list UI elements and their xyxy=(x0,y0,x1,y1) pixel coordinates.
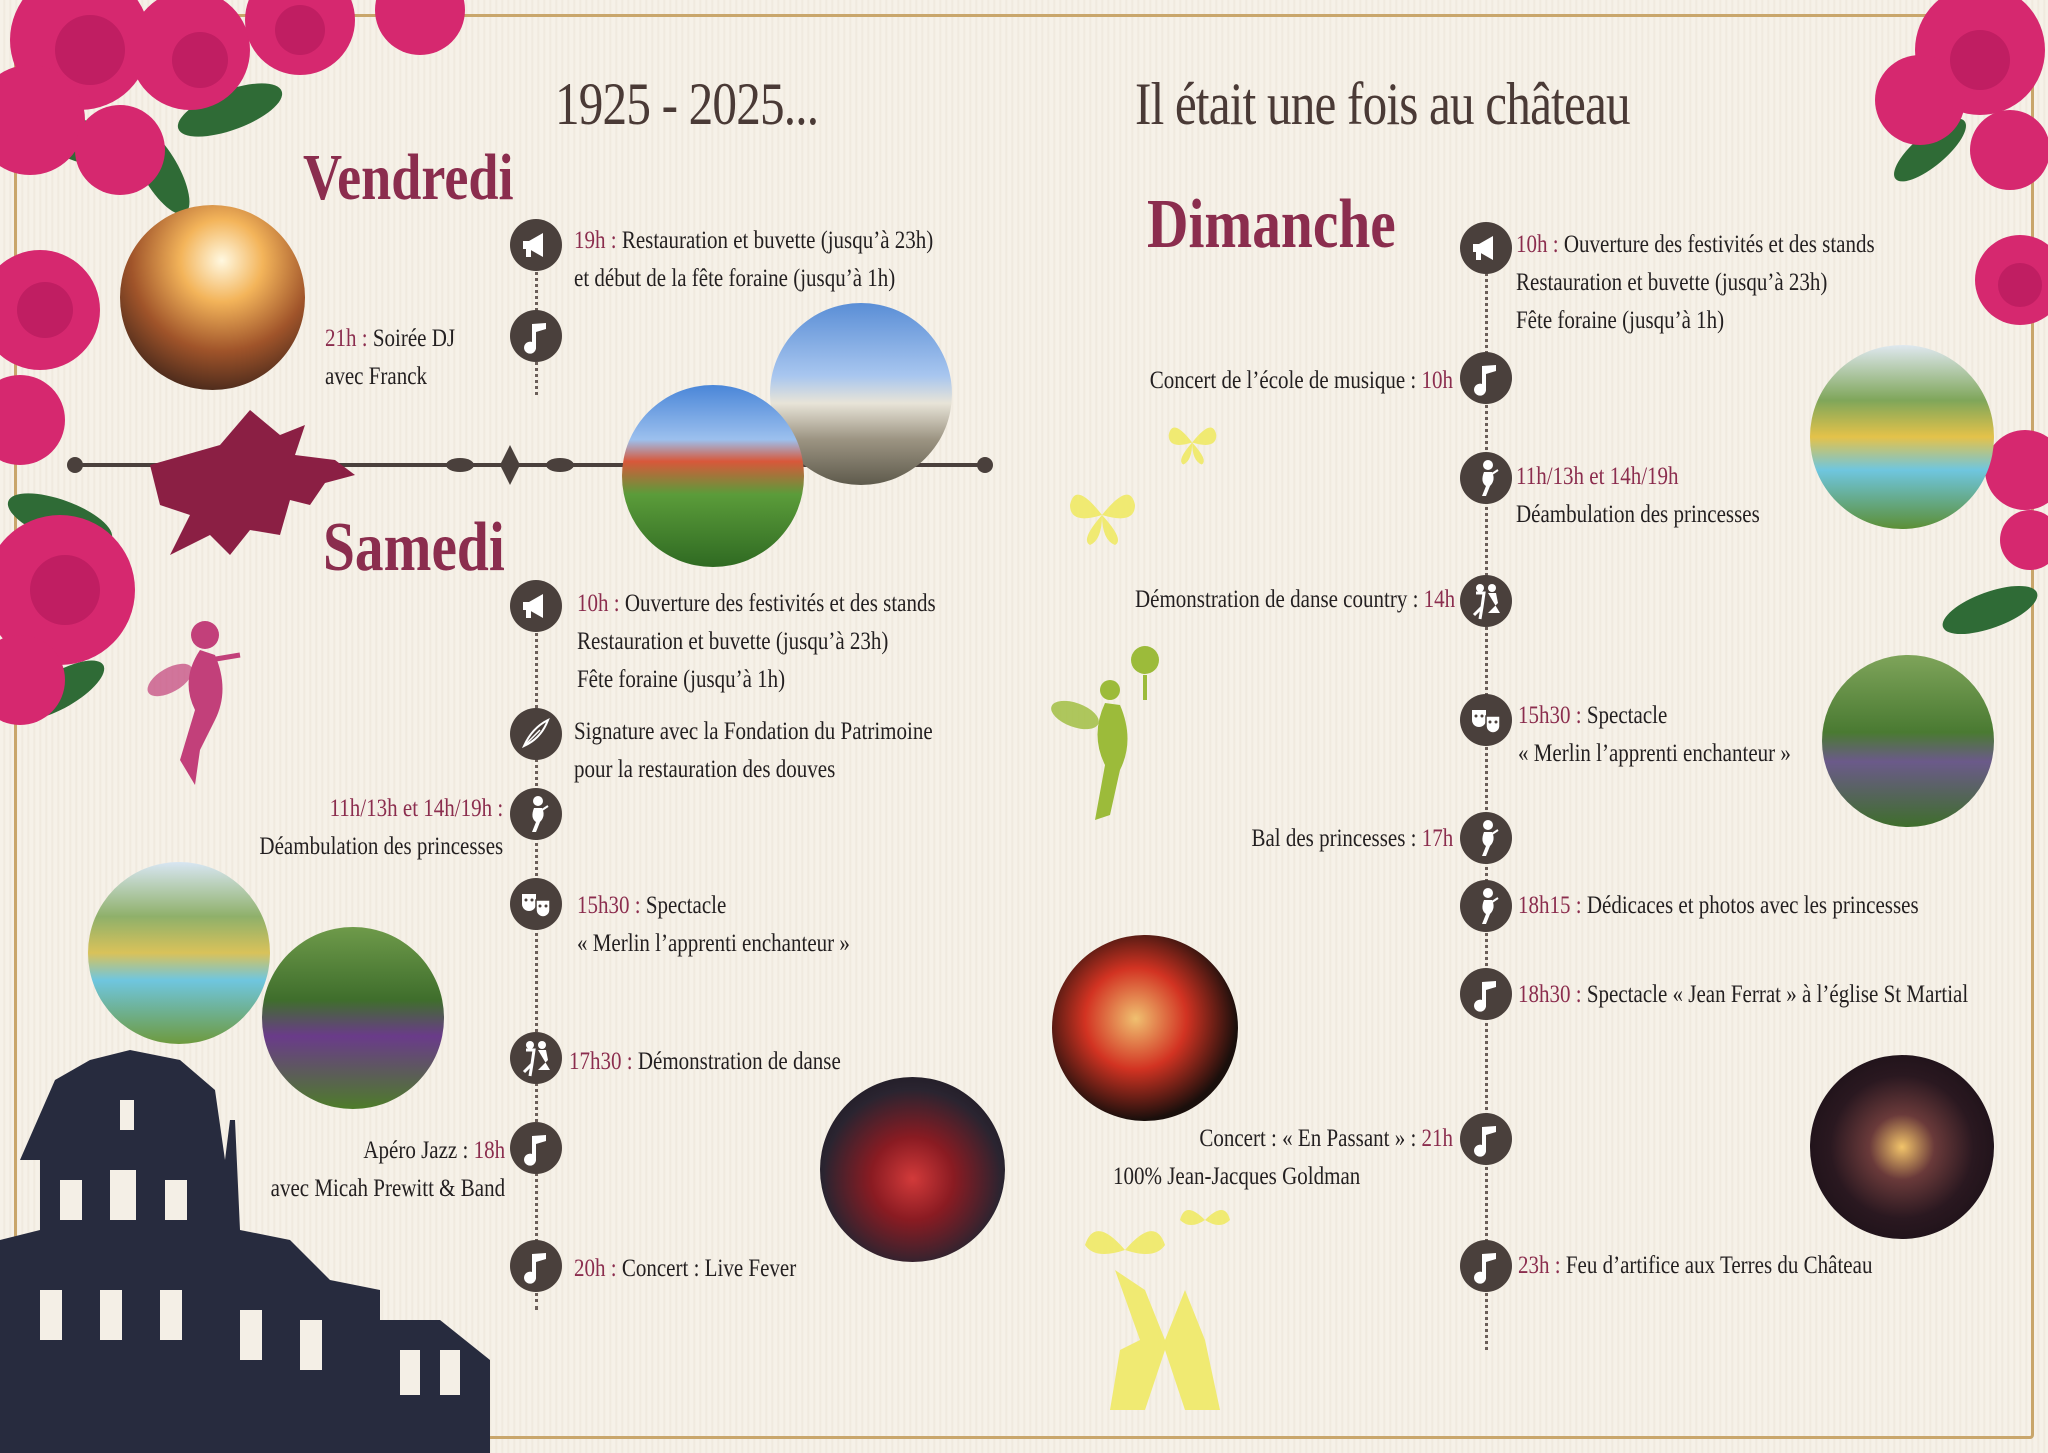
vendredi-event-21h: 21h : Soirée DJ avec Franck xyxy=(325,325,456,390)
fairies-yellow-silhouette xyxy=(1065,1200,1265,1420)
timeline-right xyxy=(1485,250,1488,1350)
dimanche-event-18h30: 18h30 : Spectacle « Jean Ferrat » à l’église St Martial xyxy=(1518,981,1969,1008)
day-dimanche: Dimanche xyxy=(1147,186,1396,263)
dancers-icon xyxy=(510,1032,562,1084)
samedi-event-10h: 10h : Ouverture des festivités et des stands Restauration et buvette (jusqu’à 23h) Fête foraine (jusqu’à 1h) xyxy=(577,590,936,693)
samedi-event-15h30: 15h30 : Spectacle « Merlin l’apprenti enchanteur » xyxy=(577,892,850,957)
day-vendredi: Vendredi xyxy=(303,141,514,214)
photo-jean-ferrat xyxy=(1052,935,1238,1121)
photo-live-fever xyxy=(820,1077,1005,1262)
dimanche-event-10h: 10h : Ouverture des festivités et des stands Restauration et buvette (jusqu’à 23h) Fête foraine (jusqu’à 1h) xyxy=(1516,231,1875,334)
princess-icon xyxy=(510,788,562,840)
music-note-icon xyxy=(510,1122,562,1174)
samedi-event-17h30: 17h30 : Démonstration de danse xyxy=(569,1048,841,1075)
quill-icon xyxy=(510,708,562,760)
day-samedi: Samedi xyxy=(323,509,505,586)
photo-concert-crowd xyxy=(120,205,305,390)
samedi-event-18h: Apéro Jazz : 18h avec Micah Prewitt & Band xyxy=(270,1137,505,1202)
dimanche-event-18h15: 18h15 : Dédicaces et photos avec les princesses xyxy=(1518,892,1919,919)
princess-icon xyxy=(1460,452,1512,504)
dimanche-event-country: Démonstration de danse country : 14h xyxy=(1134,586,1455,613)
photo-fireworks xyxy=(1810,1055,1994,1239)
castle-silhouette xyxy=(0,1030,500,1453)
photo-princesses-group xyxy=(88,862,270,1044)
dancers-icon xyxy=(1460,575,1512,627)
princess-icon xyxy=(1460,812,1512,864)
music-note-icon xyxy=(1460,1113,1512,1165)
fairy-green-silhouette xyxy=(1050,645,1170,825)
music-note-icon xyxy=(510,310,562,362)
music-note-icon xyxy=(1460,1240,1512,1292)
photo-merlin-dimanche xyxy=(1822,655,1994,827)
flowers-top-right xyxy=(1860,0,2048,680)
dimanche-event-15h30: 15h30 : Spectacle « Merlin l’apprenti enchanteur » xyxy=(1518,702,1791,767)
dimanche-event-21h-subtitle: 100% Jean-Jacques Goldman xyxy=(1113,1163,1361,1190)
theatre-masks-icon xyxy=(510,878,562,930)
butterfly-yellow-icon xyxy=(1065,480,1140,550)
music-note-icon xyxy=(510,1240,562,1292)
photo-fair-lawn xyxy=(622,385,804,567)
title-chateau: Il était une fois au château xyxy=(1135,71,1630,137)
dimanche-event-bal: Bal des princesses : 17h xyxy=(1251,825,1453,852)
fairy-pink-silhouette xyxy=(140,610,250,790)
megaphone-icon xyxy=(510,219,562,271)
samedi-event-20h: 20h : Concert : Live Fever xyxy=(574,1255,797,1282)
timeline-left-bottom xyxy=(535,590,538,1310)
princess-icon xyxy=(1460,880,1512,932)
megaphone-icon xyxy=(510,580,562,632)
samedi-event-princesses: 11h/13h et 14h/19h : Déambulation des princesses xyxy=(259,795,503,860)
theatre-masks-icon xyxy=(1460,694,1512,746)
dimanche-event-ecole-musique: Concert de l’école de musique : 10h xyxy=(1149,367,1453,394)
dimanche-event-21h: Concert : « En Passant » : 21h xyxy=(1199,1125,1453,1152)
butterfly-yellow-icon xyxy=(1165,415,1220,470)
title-years: 1925 - 2025... xyxy=(555,71,819,137)
dragon-silhouette xyxy=(130,405,360,575)
music-note-icon xyxy=(1460,352,1512,404)
megaphone-icon xyxy=(1460,222,1512,274)
dimanche-event-princesses: 11h/13h et 14h/19h Déambulation des princesses xyxy=(1516,463,1760,528)
samedi-event-signature: Signature avec la Fondation du Patrimoine pour la restauration des douves xyxy=(574,718,933,783)
dimanche-event-23h: 23h : Feu d’artifice aux Terres du Château xyxy=(1518,1252,1873,1279)
vendredi-event-19h: 19h : Restauration et buvette (jusqu’à 23h) et début de la fête foraine (jusqu’à 1h) xyxy=(574,227,934,292)
photo-princesses-dimanche xyxy=(1810,345,1994,529)
music-note-icon xyxy=(1460,968,1512,1020)
